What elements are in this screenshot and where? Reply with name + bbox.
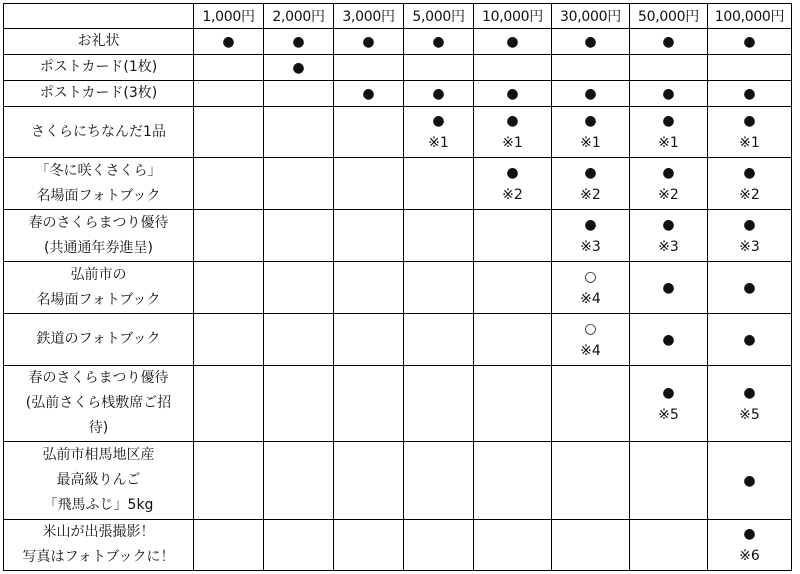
filled-circle-mark: ● (662, 33, 675, 50)
filled-circle-mark: ● (292, 33, 305, 50)
filled-circle-mark: ● (362, 85, 375, 102)
reward-cell (708, 210, 792, 262)
reward-cell (708, 442, 792, 520)
reward-cell-content (404, 110, 473, 154)
reward-cell (334, 262, 404, 314)
reward-cell (474, 158, 552, 210)
filled-circle-mark: ● (432, 85, 445, 102)
reward-cell-content (708, 214, 791, 258)
rewards-table (3, 3, 792, 571)
reward-cell-content (630, 214, 707, 258)
row-label (4, 520, 194, 571)
column-header: 1,000円 (194, 4, 264, 29)
filled-circle-mark: ● (362, 33, 375, 50)
column-header: 5,000円 (404, 4, 474, 29)
filled-circle-mark: ● (222, 33, 235, 50)
table-row (4, 55, 792, 81)
row-label-line: 名場面フォトブック (36, 187, 161, 204)
footnote-ref: ※4 (580, 290, 601, 307)
reward-cell-content (264, 57, 333, 79)
reward-cell (708, 107, 792, 158)
filled-circle-mark: ● (662, 216, 675, 233)
filled-circle-mark: ● (432, 113, 445, 129)
filled-circle-mark: ● (584, 85, 597, 102)
filled-circle-mark: ● (662, 384, 675, 401)
row-label-line: 名場面フォトブック (36, 291, 161, 308)
reward-cell (334, 314, 404, 366)
reward-cell-content (552, 214, 629, 258)
row-label (4, 314, 194, 366)
reward-cell-content (708, 277, 791, 299)
footnote-ref: ※2 (580, 186, 601, 203)
reward-cell (708, 262, 792, 314)
table-row (4, 366, 792, 442)
reward-cell (334, 442, 404, 520)
reward-cell (552, 262, 630, 314)
reward-cell (630, 442, 708, 520)
reward-cell (264, 81, 334, 107)
reward-cell (552, 107, 630, 158)
row-label (4, 366, 194, 442)
table-row (4, 107, 792, 158)
reward-cell (708, 158, 792, 210)
reward-cell (552, 158, 630, 210)
reward-cell (708, 81, 792, 107)
footnote-ref: ※5 (658, 406, 679, 423)
row-label-line: 米山が出張撮影！ (42, 524, 155, 540)
row-label (4, 158, 194, 210)
reward-cell-content (474, 162, 551, 206)
reward-cell (194, 29, 264, 55)
filled-circle-mark: ● (743, 85, 756, 102)
reward-cell (474, 520, 552, 571)
header-row (4, 4, 792, 29)
reward-cell (630, 107, 708, 158)
reward-cell-content (630, 31, 707, 53)
reward-cell (264, 366, 334, 442)
row-label (4, 107, 194, 158)
reward-cell (334, 210, 404, 262)
filled-circle-mark: ● (584, 164, 597, 181)
footnote-ref: ※4 (580, 342, 601, 359)
column-header: 100,000円 (708, 4, 792, 29)
filled-circle-mark: ● (743, 216, 756, 233)
row-label (4, 55, 194, 81)
reward-cell-content (552, 31, 629, 53)
filled-circle-mark: ● (584, 33, 597, 50)
reward-cell-content (708, 83, 791, 105)
row-label-line: 弘前市の (70, 266, 127, 283)
footnote-ref: ※5 (739, 406, 760, 423)
reward-cell-content (264, 31, 333, 53)
row-label-line: 「飛馬ふじ」5kg (43, 497, 154, 513)
reward-cell (264, 158, 334, 210)
reward-cell (194, 520, 264, 571)
table-row (4, 81, 792, 107)
reward-cell-content (404, 83, 473, 105)
footnote-ref: ※2 (658, 186, 679, 203)
reward-cell-content (630, 382, 707, 426)
reward-cell (552, 210, 630, 262)
reward-cell (264, 314, 334, 366)
reward-cell (264, 262, 334, 314)
reward-cell (264, 29, 334, 55)
reward-cell (404, 442, 474, 520)
footnote-ref: ※3 (658, 238, 679, 255)
filled-circle-mark: ● (743, 331, 756, 348)
row-label (4, 81, 194, 107)
reward-cell-content (708, 162, 791, 206)
row-label-line: (弘前さくら桟敷席ご招 (25, 395, 172, 411)
reward-cell-content (708, 31, 791, 53)
footnote-ref: ※1 (658, 135, 679, 151)
filled-circle-mark: ● (743, 113, 756, 129)
reward-cell (630, 158, 708, 210)
reward-cell (630, 314, 708, 366)
reward-cell (404, 55, 474, 81)
reward-cell (194, 81, 264, 107)
row-label (4, 262, 194, 314)
table-row (4, 314, 792, 366)
reward-cell (552, 520, 630, 571)
open-circle-mark: ○ (584, 268, 597, 285)
reward-cell (404, 29, 474, 55)
reward-cell-content (708, 110, 791, 154)
reward-cell-content (552, 266, 629, 310)
reward-cell (334, 29, 404, 55)
filled-circle-mark: ● (432, 33, 445, 50)
reward-cell (334, 158, 404, 210)
reward-cell (264, 55, 334, 81)
reward-cell (630, 55, 708, 81)
reward-cell (630, 81, 708, 107)
reward-cell (334, 520, 404, 571)
reward-cell (194, 366, 264, 442)
column-header: 3,000円 (334, 4, 404, 29)
reward-cell-content (474, 31, 551, 53)
filled-circle-mark: ● (506, 113, 519, 129)
reward-cell (404, 107, 474, 158)
filled-circle-mark: ● (662, 164, 675, 181)
filled-circle-mark: ● (662, 85, 675, 102)
reward-cell-content (194, 31, 263, 53)
filled-circle-mark: ● (743, 526, 756, 542)
reward-cell (194, 55, 264, 81)
reward-cell-content (630, 329, 707, 351)
row-label-line: 春のさくらまつり優待 (28, 214, 169, 231)
reward-cell (552, 314, 630, 366)
reward-cell (334, 107, 404, 158)
footnote-ref: ※3 (580, 238, 601, 255)
reward-cell (474, 366, 552, 442)
row-label-line: ポストカード(1枚) (39, 59, 158, 75)
reward-cell (194, 314, 264, 366)
column-header: 50,000円 (630, 4, 708, 29)
reward-cell (630, 262, 708, 314)
reward-cell (404, 210, 474, 262)
reward-cell (708, 314, 792, 366)
reward-cell-content (552, 318, 629, 362)
reward-cell-content (334, 83, 403, 105)
table-row (4, 442, 792, 520)
table-row (4, 520, 792, 571)
footnote-ref: ※6 (739, 548, 760, 564)
reward-cell-content (630, 162, 707, 206)
filled-circle-mark: ● (662, 331, 675, 348)
footnote-ref: ※2 (739, 186, 760, 203)
table-row (4, 29, 792, 55)
reward-cell (334, 55, 404, 81)
reward-cell (708, 55, 792, 81)
row-label-line: 最高級りんご (56, 472, 141, 488)
reward-cell-content (552, 83, 629, 105)
reward-cell (630, 366, 708, 442)
reward-cell (474, 29, 552, 55)
reward-cell (474, 210, 552, 262)
filled-circle-mark: ● (584, 113, 597, 129)
reward-cell (474, 107, 552, 158)
reward-cell-content (552, 110, 629, 154)
row-label-line: ポストカード(3枚) (39, 85, 158, 101)
open-circle-mark: ○ (584, 320, 597, 337)
reward-cell-content (708, 329, 791, 351)
footnote-ref: ※1 (739, 135, 760, 151)
footnote-ref: ※1 (502, 135, 523, 151)
column-header: 30,000円 (552, 4, 630, 29)
filled-circle-mark: ● (584, 216, 597, 233)
reward-cell (630, 29, 708, 55)
reward-cell (552, 29, 630, 55)
filled-circle-mark: ● (743, 384, 756, 401)
reward-cell (552, 81, 630, 107)
reward-cell (708, 520, 792, 571)
row-label-line: 弘前市相馬地区産 (42, 447, 155, 463)
reward-cell-content (404, 31, 473, 53)
row-label-line: 写真はフォトブックに！ (22, 549, 175, 565)
filled-circle-mark: ● (292, 59, 305, 76)
reward-cell (630, 210, 708, 262)
reward-cell-content (334, 31, 403, 53)
reward-cell-content (552, 162, 629, 206)
row-label-line: 待) (88, 420, 109, 436)
header-corner-cell (4, 4, 194, 29)
reward-cell (708, 29, 792, 55)
reward-cell (194, 158, 264, 210)
reward-cell (264, 520, 334, 571)
reward-cell (474, 442, 552, 520)
reward-cell (404, 158, 474, 210)
reward-cell (474, 55, 552, 81)
reward-cell-content (708, 470, 791, 492)
column-header: 10,000円 (474, 4, 552, 29)
reward-cell-content (630, 277, 707, 299)
filled-circle-mark: ● (743, 279, 756, 296)
reward-cell (404, 366, 474, 442)
reward-cell-content (474, 110, 551, 154)
reward-cell (474, 81, 552, 107)
row-label-line: 春のさくらまつり優待 (28, 370, 169, 386)
reward-cell (404, 262, 474, 314)
reward-cell (474, 262, 552, 314)
reward-cell (404, 520, 474, 571)
reward-cell (194, 210, 264, 262)
reward-cell (194, 262, 264, 314)
filled-circle-mark: ● (743, 472, 756, 489)
filled-circle-mark: ● (743, 33, 756, 50)
table-row (4, 210, 792, 262)
reward-cell (552, 442, 630, 520)
reward-cell (708, 366, 792, 442)
footnote-ref: ※1 (580, 135, 601, 151)
footnote-ref: ※1 (428, 135, 449, 151)
row-label (4, 210, 194, 262)
row-label-line: 「冬に咲くさくら」 (35, 162, 162, 179)
reward-cell (404, 81, 474, 107)
reward-cell (474, 314, 552, 366)
footnote-ref: ※2 (502, 186, 523, 203)
reward-cell-content (708, 382, 791, 426)
reward-cell (334, 366, 404, 442)
footnote-ref: ※3 (739, 238, 760, 255)
reward-cell (334, 81, 404, 107)
filled-circle-mark: ● (506, 33, 519, 50)
filled-circle-mark: ● (506, 85, 519, 102)
reward-cell (264, 210, 334, 262)
row-label (4, 29, 194, 55)
reward-cell (404, 314, 474, 366)
reward-cell (552, 55, 630, 81)
row-label-line: 鉄道のフォトブック (36, 331, 161, 347)
reward-cell-content (630, 110, 707, 154)
reward-cell-content (630, 83, 707, 105)
table-row (4, 262, 792, 314)
reward-cell (630, 520, 708, 571)
table-row (4, 158, 792, 210)
reward-cell (264, 107, 334, 158)
column-header: 2,000円 (264, 4, 334, 29)
reward-cell-content (708, 523, 791, 567)
row-label-line: さくらにちなんだ1品 (31, 123, 166, 140)
reward-cell (194, 442, 264, 520)
filled-circle-mark: ● (506, 164, 519, 181)
row-label (4, 442, 194, 520)
reward-cell (264, 442, 334, 520)
filled-circle-mark: ● (662, 279, 675, 296)
reward-cell (194, 107, 264, 158)
reward-cell (552, 366, 630, 442)
reward-cell-content (474, 83, 551, 105)
row-label-line: お礼状 (77, 33, 120, 49)
row-label-line: (共通通年券進呈) (44, 239, 153, 256)
filled-circle-mark: ● (743, 164, 756, 181)
filled-circle-mark: ● (662, 113, 675, 129)
